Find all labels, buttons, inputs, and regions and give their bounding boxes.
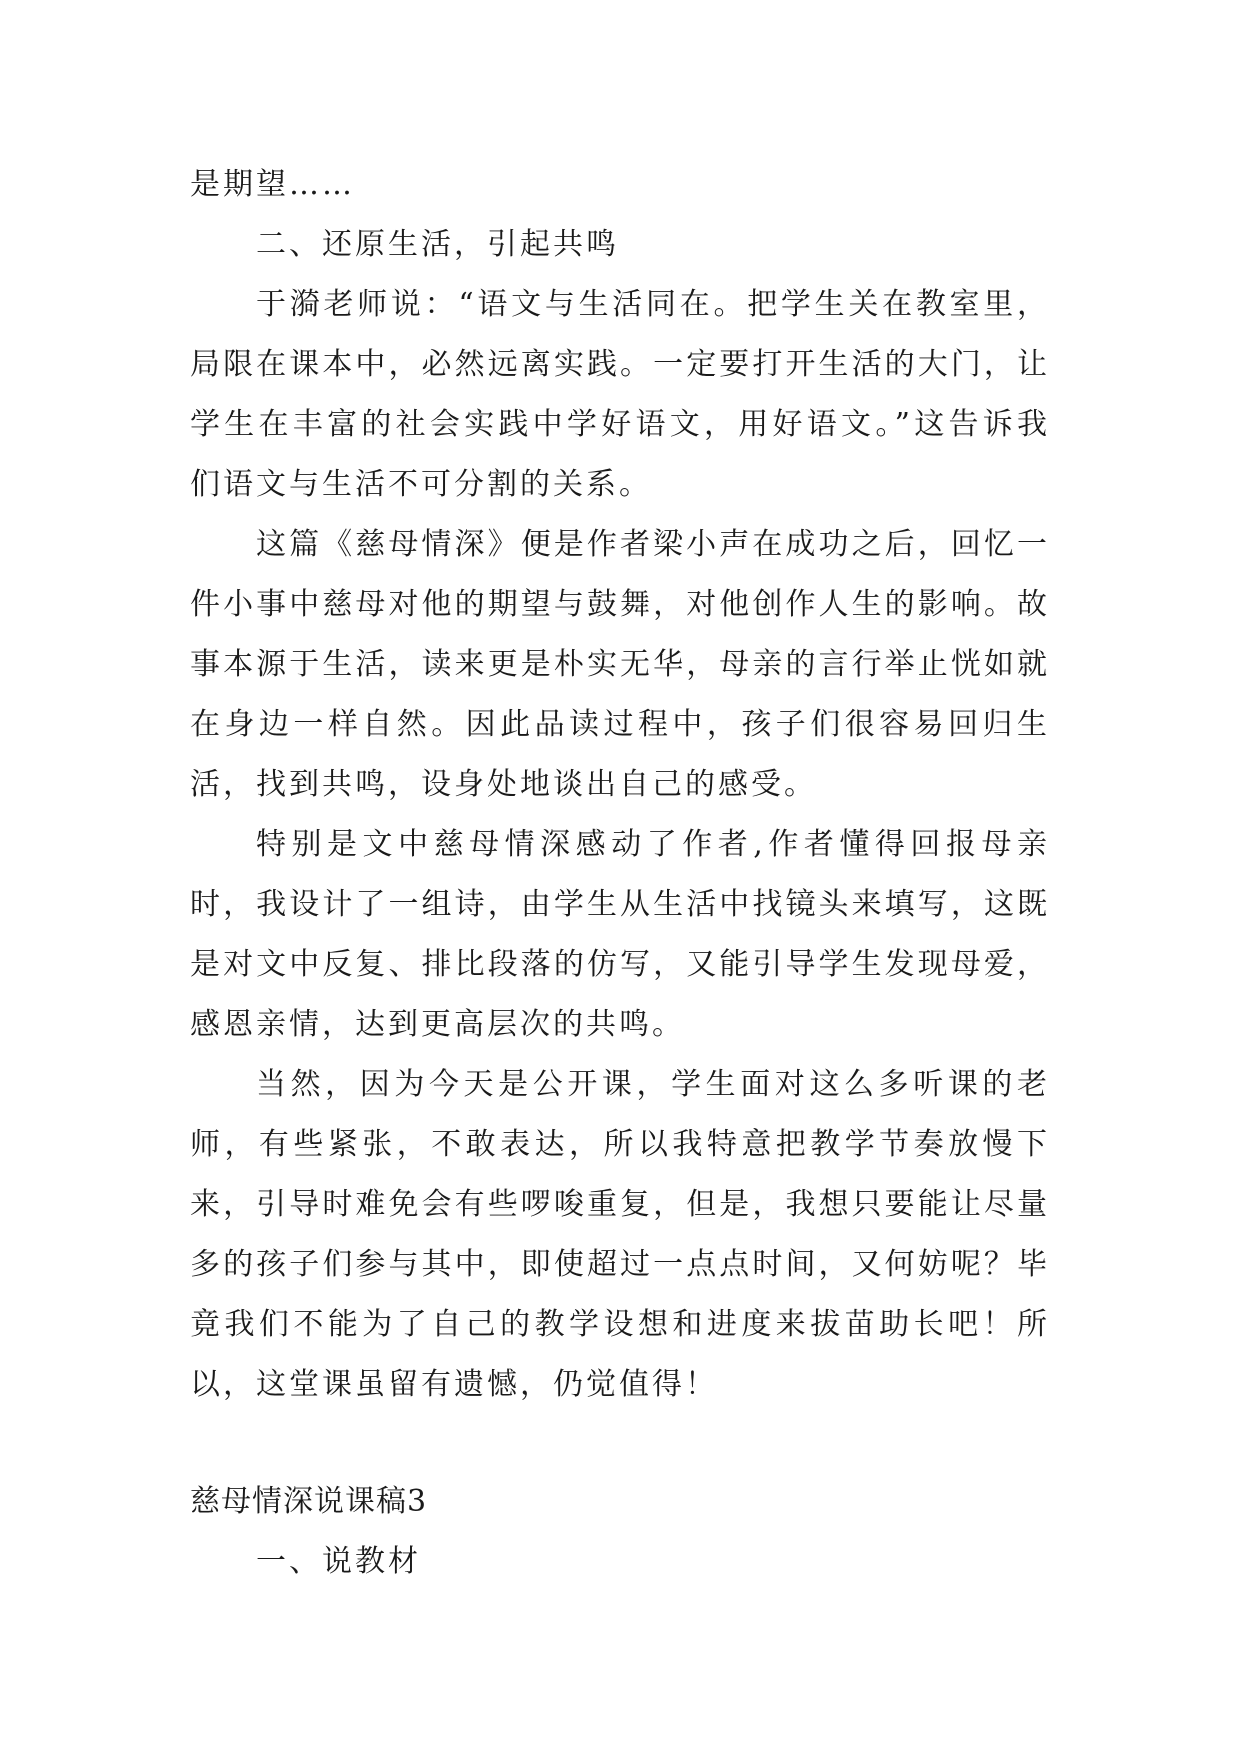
paragraph-open-class: 当然，因为今天是公开课，学生面对这么多听课的老师，有些紧张，不敢表达，所以我特意把教学节奏放慢下来，引导时难免会有些啰唆重复，但是，我想只要能让尽量多的孩子们参与其中，即使超过一点点时间，又何妨呢？毕竟我们不能为了自己的教学设想和进度来拔苗助长吧！所以，这堂课虽留有遗憾，仍觉值得！ <box>190 1067 1050 1402</box>
section-title: 慈母情深说课稿3 <box>190 1484 428 1519</box>
paragraph-yu-yi-quote: 于漪老师说：“语文与生活同在。把学生关在教室里，局限在课本中，必然远离实践。一定要打开生活的大门，让学生在丰富的社会实践中学好语文，用好语文。”这告诉我们语文与生活不可分割的关系。 <box>190 287 1050 502</box>
paragraph-poem-design: 特别是文中慈母情深感动了作者,作者懂得回报母亲时，我设计了一组诗，由学生从生活中找镜头来填写，这既是对文中反复、排比段落的仿写，又能引导学生发现母爱，感恩亲情，达到更高层次的共鸣。 <box>190 827 1050 1042</box>
document-body <box>190 155 1050 1592</box>
paragraph-continuation: 是期望…… <box>190 167 355 202</box>
section-divider-space <box>190 1415 1050 1472</box>
section-heading-textbook: 一、说教材 <box>256 1544 421 1579</box>
heading-restore-life: 二、还原生活，引起共鸣 <box>256 227 619 262</box>
paragraph-story-origin: 这篇《慈母情深》便是作者梁小声在成功之后，回忆一件小事中慈母对他的期望与鼓舞，对他创作人生的影响。故事本源于生活，读来更是朴实无华，母亲的言行举止恍如就在身边一样自然。因此品读过程中，孩子们很容易回归生活，找到共鸣，设身处地谈出自己的感受。 <box>190 527 1050 802</box>
